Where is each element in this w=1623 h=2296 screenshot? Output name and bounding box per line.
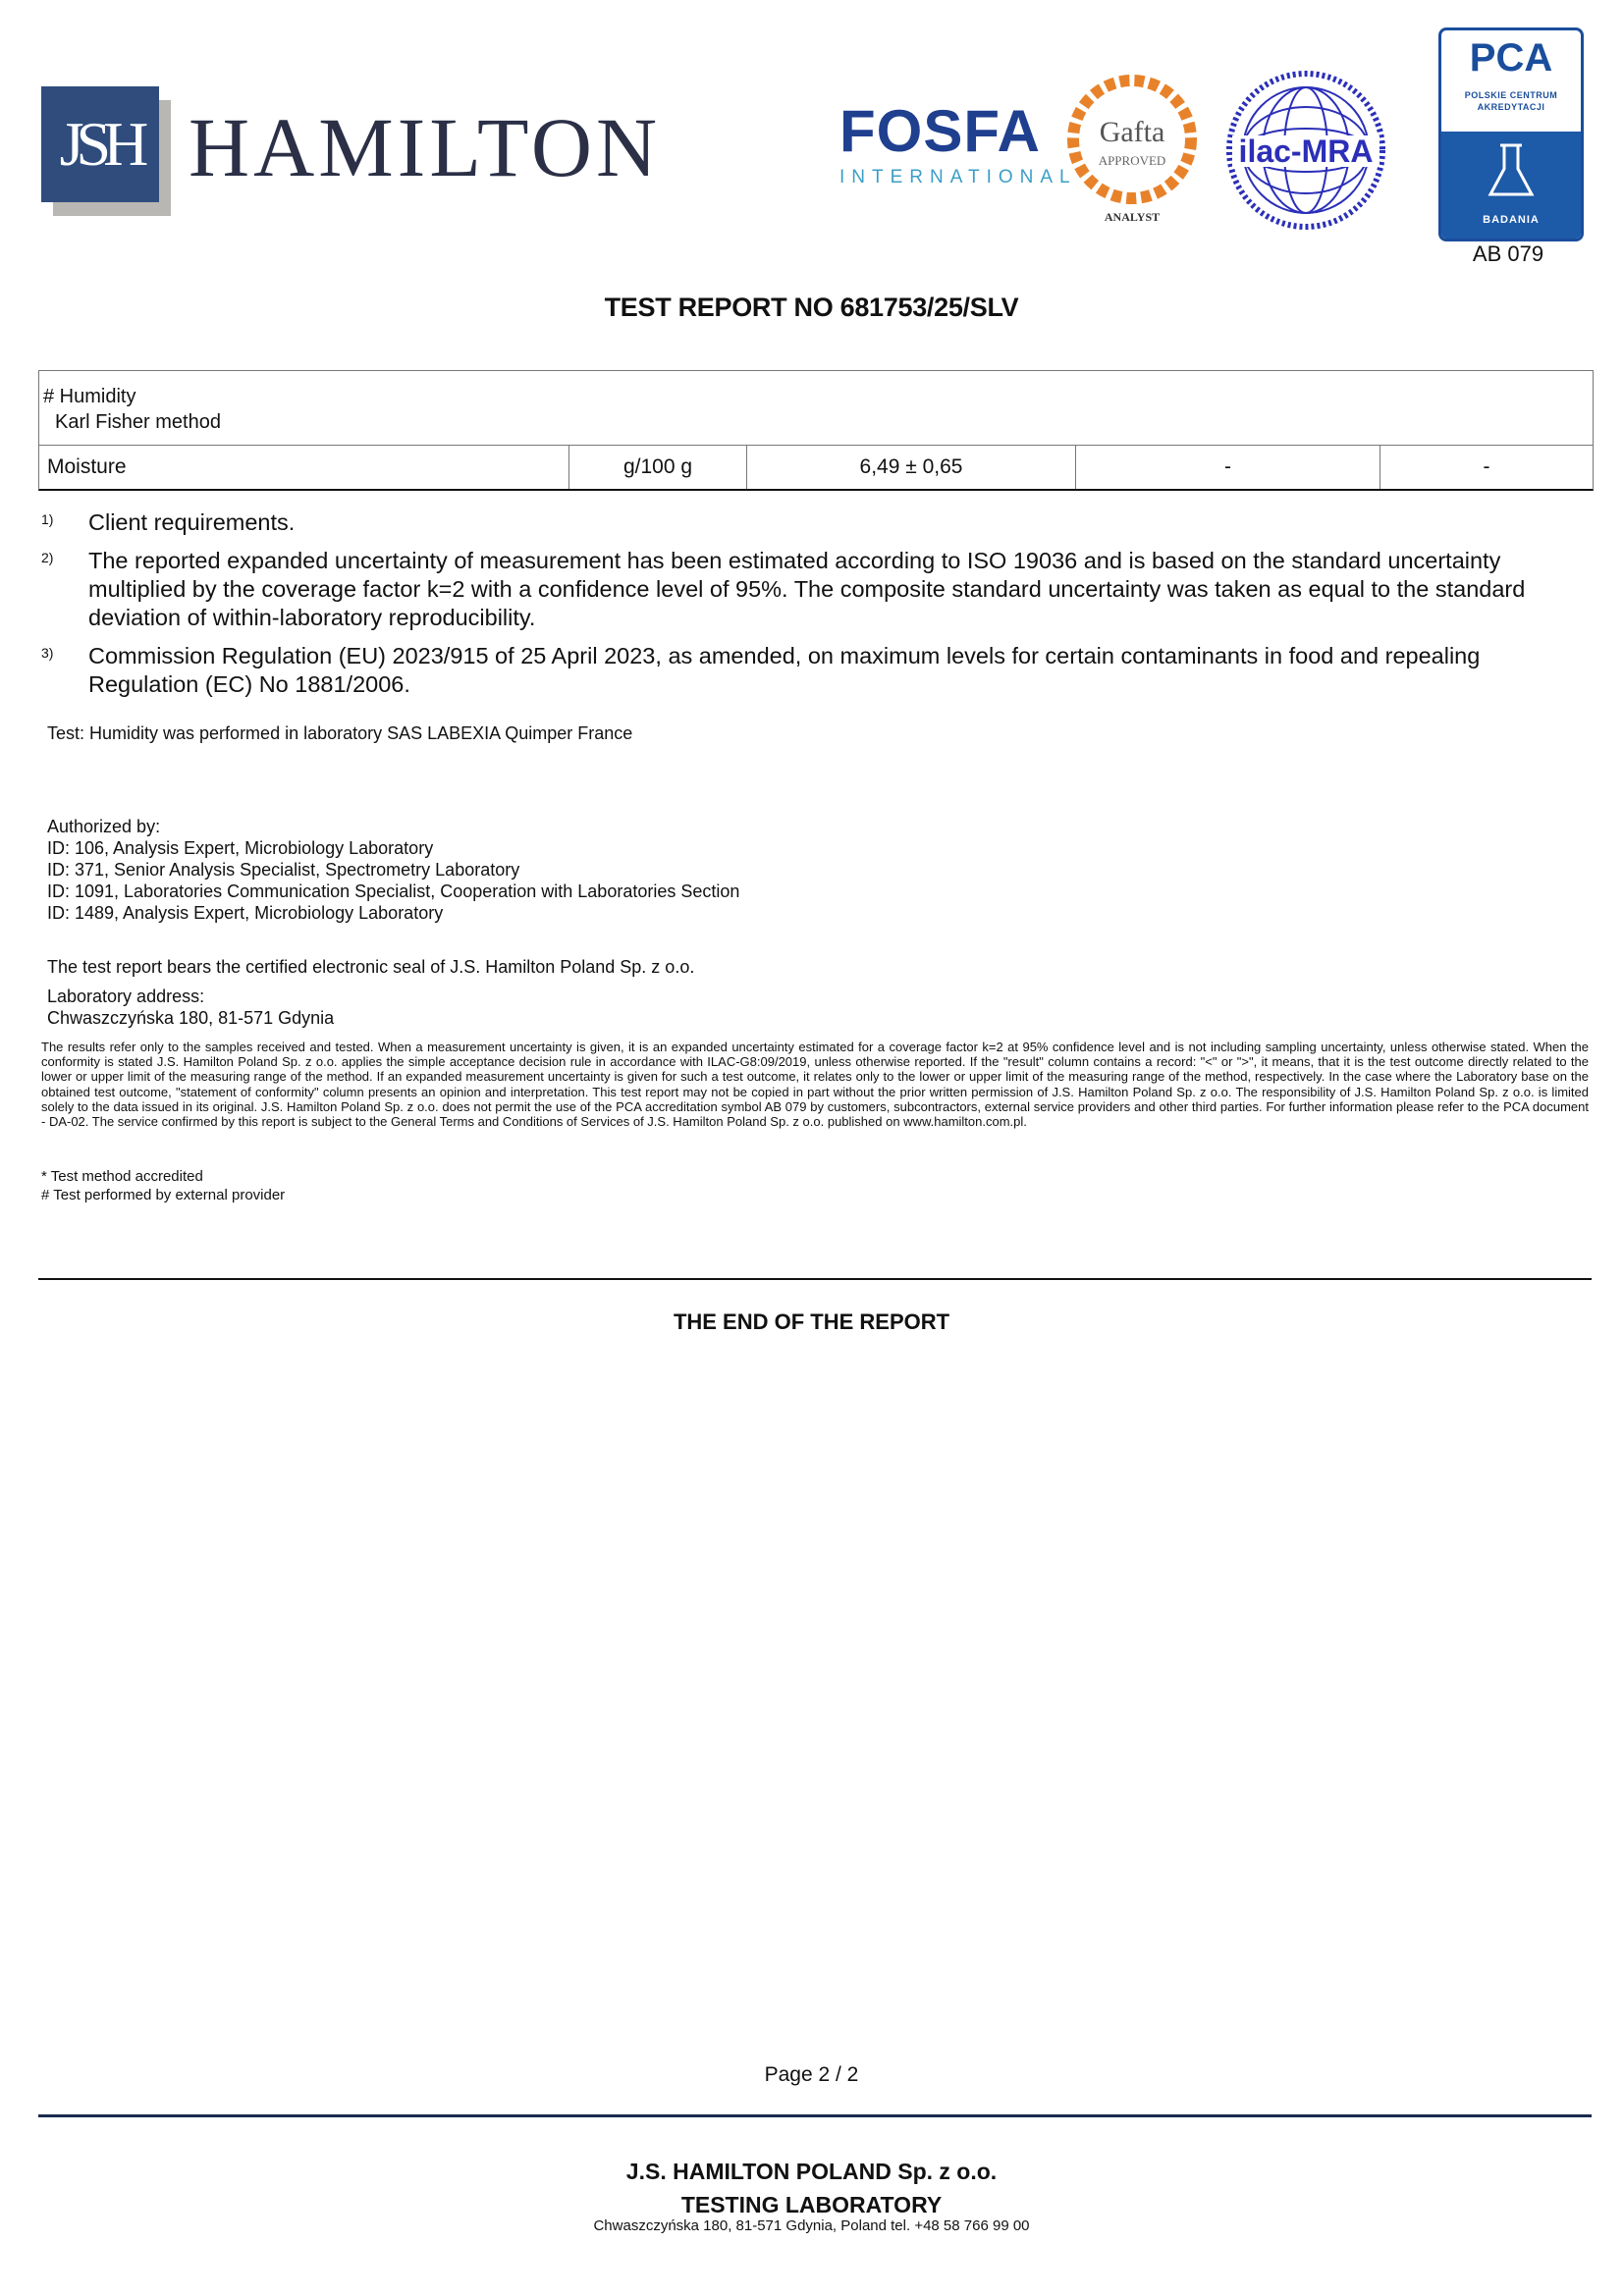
gafta-word: Gafta <box>1099 116 1165 148</box>
table-row <box>39 446 1593 489</box>
hamilton-wordmark: HAMILTON <box>189 100 662 194</box>
footnote-1 <box>41 508 1593 537</box>
footnote-text: Commission Regulation (EU) 2023/915 of 25 April 2023, as amended, on maximum levels for certain contaminants in food and repealing Regulation (EC) No 1881/2006. <box>88 643 1481 697</box>
footer-lab-name: TESTING LABORATORY <box>680 2192 943 2217</box>
table-group-header <box>39 371 1593 446</box>
fosfa-wordmark: FOSFA <box>839 98 1042 164</box>
test-method: Karl Fisher method <box>55 411 221 433</box>
results-table <box>38 370 1594 491</box>
footnotes <box>41 508 1593 709</box>
pca-title: PCA <box>1469 36 1553 80</box>
authorized-line: ID: 106, Analysis Expert, Microbiology Laboratory <box>47 838 434 858</box>
hamilton-monogram-text: JSH <box>59 109 141 179</box>
cell-unit: g/100 g <box>569 446 747 489</box>
gafta-approved: APPROVED <box>1098 153 1166 168</box>
legend-accredited: * Test method accredited <box>41 1168 203 1185</box>
footnote-3 <box>41 642 1593 699</box>
legend-external: # Test performed by external provider <box>41 1187 286 1203</box>
report-title: TEST REPORT NO 681753/25/SLV <box>604 293 1019 322</box>
test-location: Test: Humidity was performed in laboratory SAS LABEXIA Quimper France <box>47 723 633 743</box>
authorized-label: Authorized by: <box>47 817 161 836</box>
cell-result: 6,49 ± 0,65 <box>747 446 1076 489</box>
fosfa-logo <box>839 98 1077 190</box>
hamilton-monogram <box>41 86 159 202</box>
pca-subtitle-line2: AKREDYTACJI <box>1477 102 1545 112</box>
authorized-line: ID: 371, Senior Analysis Specialist, Spectrometry Laboratory <box>47 860 520 880</box>
test-group-title: # Humidity <box>43 386 136 407</box>
footer-divider <box>38 2114 1592 2117</box>
flask-icon <box>1441 132 1581 210</box>
pca-logo <box>1438 27 1584 241</box>
ilac-globe-icon <box>1222 67 1389 234</box>
footnote-mark: 2) <box>41 550 54 565</box>
lab-address-label: Laboratory address: <box>47 987 205 1006</box>
legend <box>41 1167 285 1204</box>
authorized-by <box>47 816 739 924</box>
footnote-text: Client requirements. <box>88 509 296 535</box>
hamilton-logo <box>41 86 660 214</box>
footnote-mark: 1) <box>41 511 54 527</box>
footer-address: Chwaszczyńska 180, 81-571 Gdynia, Poland tel. +48 58 766 99 00 <box>593 2217 1030 2234</box>
disclaimer: The results refer only to the samples received and tested. When a measurement uncertainty is given, it is an expanded uncertainty estimated for a coverage factor k=2 at 95% confidence level and is not including sampling uncertainty, unless otherwise stated. When the conformity is stated J.S. Hamilton Poland Sp. z o.o. applies the simple acceptance decision rule in accordance with ILAC-G8:09/2019, unless otherwise reported. If the "result" column contains a record: "<" or ">", it means, that it is the test outcome directly related to the lower or upper limit of the measuring range of the method. If an expanded measurement uncertainty is given for such a test outcome, it relates only to the lower or upper limit of the measuring range of the method, respectively. In the case where the Laboratory base on the obtained test outcome, "statement of conformity" column presents an opinion and interpretation. This test report may not be copied in part without the prior written permission of J.S. Hamilton Poland Sp. z o.o. The responsibility of J.S. Hamilton Poland Sp. z o.o. is limited solely to the data issued in its original. J.S. Hamilton Poland Sp. z o.o. does not permit the use of the PCA accreditation symbol AB 079 by customers, subcontractors, external service providers and other third parties. For further information please refer to the PCA document - DA-02. The service confirmed by this report is subject to the General Terms and Conditions of Services of J.S. Hamilton Poland Sp. z o.o. published on www.hamilton.com.pl. <box>41 1040 1589 1130</box>
ilac-mra-logo <box>1222 67 1389 234</box>
pca-subtitle <box>1441 89 1581 113</box>
laboratory-address <box>47 986 334 1029</box>
pca-blue-panel <box>1441 132 1581 239</box>
pca-subtitle-line1: POLSKIE CENTRUM <box>1464 90 1558 100</box>
authorized-line: ID: 1489, Analysis Expert, Microbiology Laboratory <box>47 903 444 923</box>
footnote-2 <box>41 547 1593 632</box>
pca-badania: BADANIA <box>1483 214 1540 226</box>
ilac-word: ilac-MRA <box>1238 133 1374 169</box>
fosfa-subtitle: INTERNATIONAL <box>839 167 1077 187</box>
footnote-text: The reported expanded uncertainty of measurement has been estimated according to ISO 19036 and is based on the standard uncertainty multiplied by the coverage factor k=2 with a confidence level of 95%. The composite standard uncertainty was taken as equal to the standard deviation of within-laboratory reproducibility. <box>88 548 1526 630</box>
lab-address-value: Chwaszczyńska 180, 81-571 Gdynia <box>47 1008 335 1028</box>
divider <box>38 1278 1592 1280</box>
footer-company-name: J.S. HAMILTON POLAND Sp. z o.o. <box>625 2159 998 2184</box>
electronic-seal-note: The test report bears the certified electronic seal of J.S. Hamilton Poland Sp. z o.o. <box>47 957 695 977</box>
cell-requirement: - <box>1076 446 1380 489</box>
footer-company <box>0 2155 1623 2221</box>
accreditation-code: AB 079 <box>1472 241 1544 266</box>
gafta-wreath-icon <box>1063 71 1201 228</box>
cell-parameter: Moisture <box>39 446 569 489</box>
end-of-report: THE END OF THE REPORT <box>673 1309 950 1334</box>
gafta-logo <box>1063 71 1201 228</box>
page-number: Page 2 / 2 <box>764 2063 859 2086</box>
gafta-analyst: ANALYST <box>1104 210 1161 224</box>
footnote-mark: 3) <box>41 645 54 661</box>
cell-conformity: - <box>1483 455 1490 478</box>
authorized-line: ID: 1091, Laboratories Communication Specialist, Cooperation with Laboratories Section <box>47 881 740 901</box>
